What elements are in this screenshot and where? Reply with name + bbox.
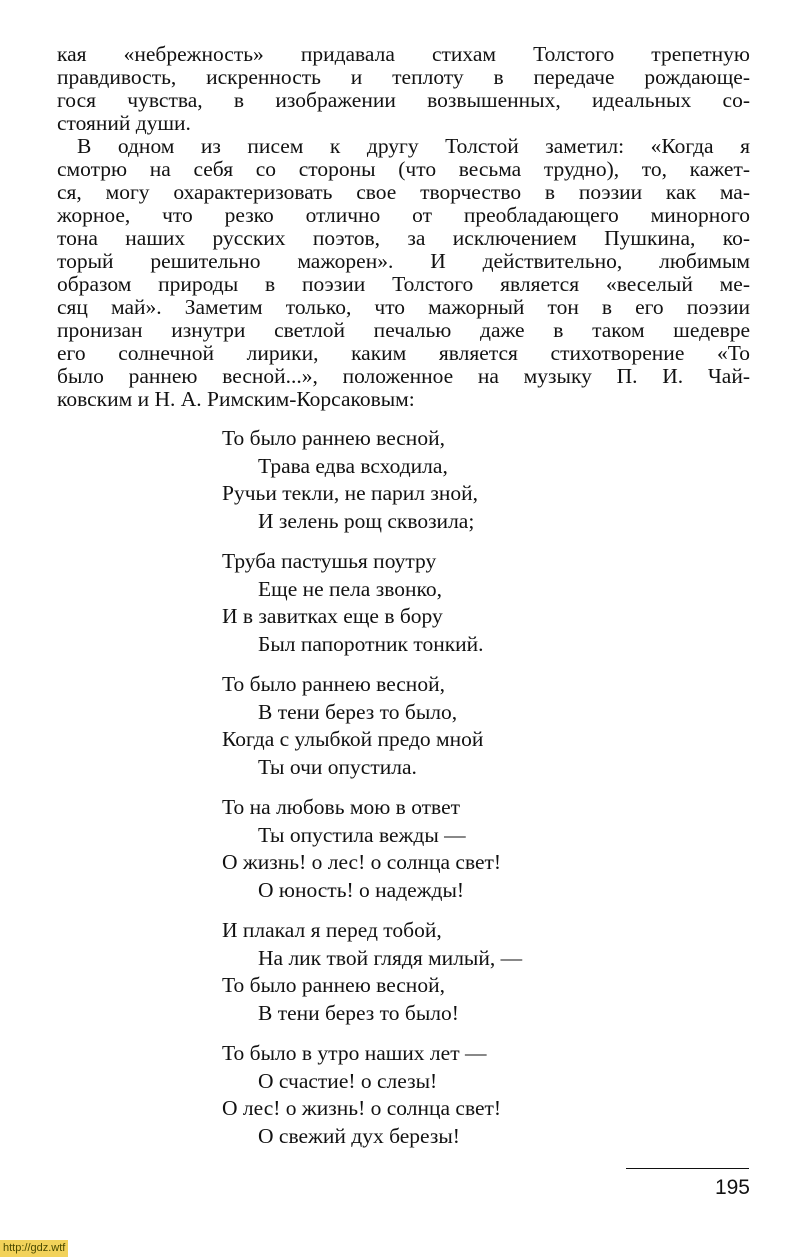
poem-line: И в завитках еще в бору <box>222 604 443 628</box>
text-line: кая «небрежность» придавала стихам Толстого трепетную <box>57 42 750 66</box>
poem-line: В тени берез то было, <box>258 699 458 724</box>
poem-stanza <box>222 794 522 904</box>
poem-line: Еще не пела звонко, <box>258 576 442 601</box>
poem-line: Труба пастушья поутру <box>222 549 437 573</box>
text-line: торый решительно мажорен». И действительно, любимым <box>57 249 750 273</box>
paragraph-1 <box>57 43 750 135</box>
poem-line: О счастие! о слезы! <box>258 1068 438 1093</box>
poem-line: В тени берез то было! <box>258 1000 459 1025</box>
text-line: жорное, что резко отлично от преобладающего минорного <box>57 203 750 227</box>
text-line: смотрю на себя со стороны (что весьма трудно), то, кажет- <box>57 157 750 181</box>
watermark-link[interactable]: http://gdz.wtf <box>0 1240 68 1257</box>
poem-stanza <box>222 917 522 1027</box>
poem-line: О юность! о надежды! <box>258 877 465 902</box>
poem-stanza <box>222 548 522 658</box>
text-line: ковским и Н. А. Римским-Корсаковым: <box>57 387 415 411</box>
poem-line: То на любовь мою в ответ <box>222 795 461 819</box>
poem-line: Ты опустила вежды — <box>258 822 466 847</box>
poem-line: На лик твой глядя милый, — <box>258 945 523 970</box>
text-line: стояний души. <box>57 111 191 135</box>
poem-stanza <box>222 671 522 781</box>
poem-line: О лес! о жизнь! о солнца свет! <box>222 1096 502 1120</box>
text-line: его солнечной лирики, каким является стихотворение «То <box>57 341 750 365</box>
text-line: образом природы в поэзии Толстого является «веселый ме- <box>57 272 750 296</box>
text-line: правдивость, искренность и теплоту в передаче рождающе- <box>57 65 750 89</box>
text-line: ся, могу охарактеризовать свое творчество в поэзии как ма- <box>57 180 750 204</box>
poem-stanza <box>222 1040 522 1150</box>
poem-line: И плакал я перед тобой, <box>222 918 442 942</box>
poem-line: Ручьи текли, не парил зной, <box>222 481 479 505</box>
poem-stanza <box>222 425 522 535</box>
poem-line: О свежий дух березы! <box>258 1123 460 1148</box>
text-line: сяц май». Заметим только, что мажорный тон в его поэзии <box>57 295 750 319</box>
poem <box>222 425 522 1163</box>
poem-line: И зелень рощ сквозила; <box>258 508 475 533</box>
footer-divider <box>626 1168 749 1169</box>
poem-line: О жизнь! о лес! о солнца свет! <box>222 850 502 874</box>
text-line: В одном из писем к другу Толстой заметил: «Когда я <box>77 134 750 158</box>
poem-line: То было раннею весной, <box>222 973 445 997</box>
paragraph-2 <box>57 135 750 411</box>
poem-line: Был папоротник тонкий. <box>258 631 484 656</box>
text-line: тона наших русских поэтов, за исключением Пушкина, ко- <box>57 226 750 250</box>
poem-line: То было раннею весной, <box>222 426 445 450</box>
text-line: гося чувства, в изображении возвышенных, идеальных со- <box>57 88 750 112</box>
text-line: было раннею весной...», положенное на музыку П. И. Чай- <box>57 364 750 388</box>
poem-line: Трава едва всходила, <box>258 453 448 478</box>
poem-line: То было раннею весной, <box>222 672 445 696</box>
text-line: пронизан изнутри светлой печалью даже в таком шедевре <box>57 318 750 342</box>
page-number: 195 <box>714 1176 750 1199</box>
poem-line: Когда с улыбкой предо мной <box>222 727 484 751</box>
prose-text <box>57 43 750 411</box>
poem-line: То было в утро наших лет — <box>222 1041 487 1065</box>
poem-line: Ты очи опустила. <box>258 754 417 779</box>
